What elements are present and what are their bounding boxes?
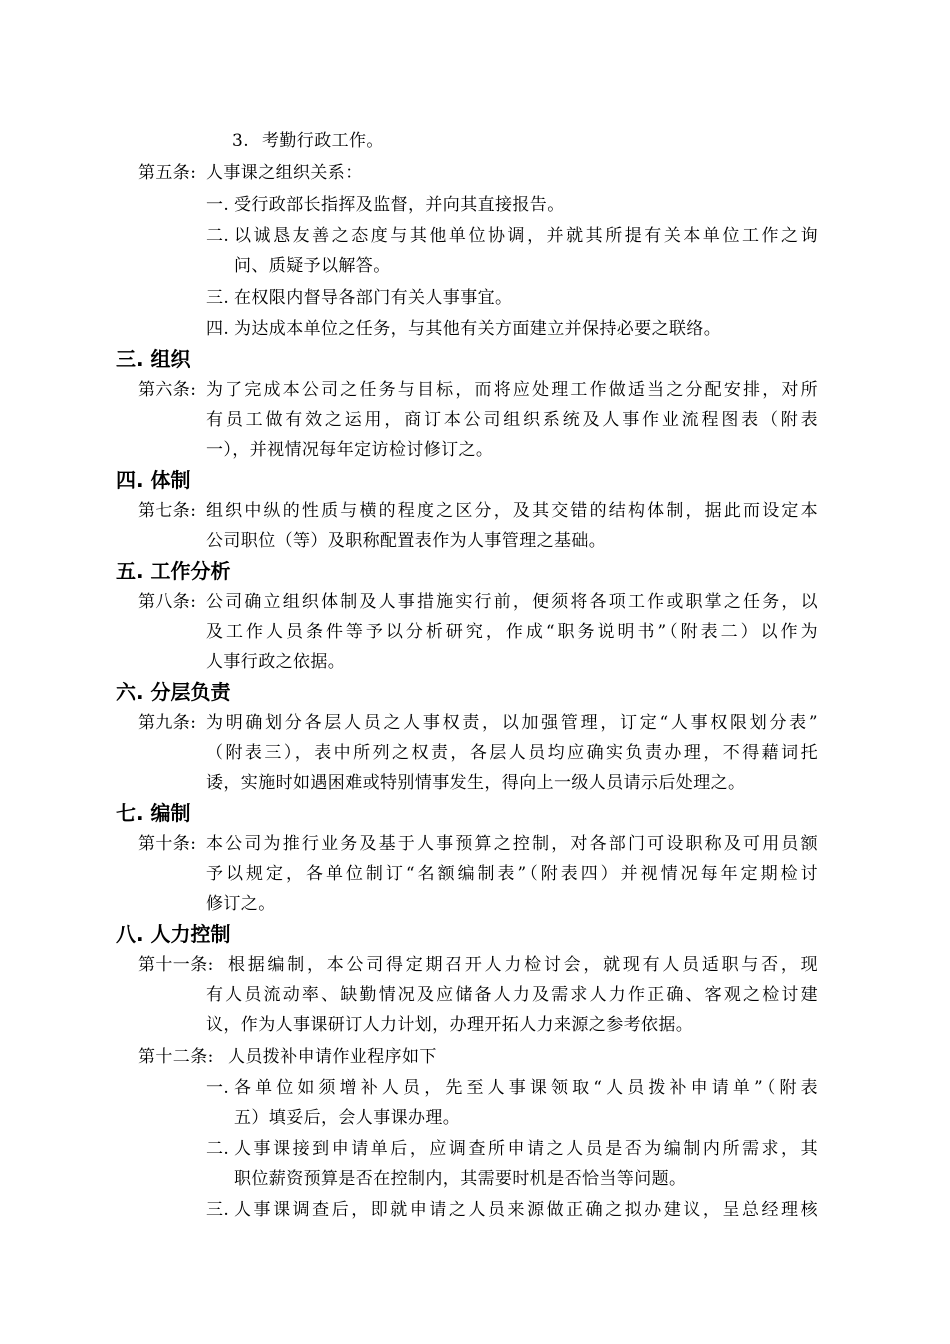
article-label: 第十二条:	[138, 1047, 214, 1067]
article-label: 第八条:	[138, 592, 197, 612]
list-item-text: 受行政部长指挥及监督，并向其直接报告。	[234, 195, 565, 215]
article-text: 为了完成本公司之任务与目标，而将应处理工作做适当之分配安排，对所	[206, 380, 818, 400]
article-text: 人事课之组织关系：	[206, 163, 363, 183]
list-item-text: 人事课接到申请单后，应调查所申请之人员是否为编制内所需求，其	[234, 1139, 818, 1159]
section-heading: 四. 体制	[116, 468, 191, 492]
list-item-text: 职位薪资预算是否在控制内，其需要时机是否恰当等问题。	[234, 1169, 687, 1189]
section-heading: 五. 工作分析	[116, 559, 231, 583]
list-item-number: 二.	[206, 1139, 230, 1159]
list-item-number: 四.	[206, 319, 230, 339]
article-text: 有员工做有效之运用，商订本公司组织系统及人事作业流程图表（附表	[206, 410, 818, 430]
article-text: 为明确划分各层人员之人事权责，以加强管理，订定“人事权限划分表”	[206, 713, 818, 733]
list-item-number: 3.	[232, 131, 250, 151]
list-item-number: 一.	[206, 1078, 230, 1098]
article-label: 第五条:	[138, 163, 197, 183]
article-label: 第九条:	[138, 713, 197, 733]
section-heading: 六. 分层负责	[116, 680, 231, 704]
list-item-number: 三.	[206, 288, 230, 308]
list-item-number: 三.	[206, 1200, 230, 1220]
article-text: 组织中纵的性质与横的程度之区分，及其交错的结构体制，据此而设定本	[206, 501, 818, 521]
article-label: 第十一条:	[138, 955, 214, 975]
article-text: 诿，实施时如遇困难或特别情事发生，得向上一级人员请示后处理之。	[206, 773, 746, 793]
article-text: （附表三），表中所列之权责，各层人员均应确实负责办理，不得藉词托	[206, 743, 818, 763]
article-text: 有人员流动率、缺勤情况及应储备人力及需求人力作正确、客观之检讨建	[206, 985, 818, 1005]
section-heading: 七. 编制	[116, 801, 191, 825]
list-item-text: 问、质疑予以解答。	[234, 256, 391, 276]
article-label: 第七条:	[138, 501, 197, 521]
article-text: 公司确立组织体制及人事措施实行前，便须将各项工作或职掌之任务，以	[206, 592, 818, 612]
list-item-text: 五）填妥后，会人事课办理。	[234, 1108, 461, 1128]
article-text: 议，作为人事课研订人力计划，办理开拓人力来源之参考依据。	[206, 1015, 694, 1035]
article-label: 第六条:	[138, 380, 197, 400]
article-text: 本公司为推行业务及基于人事预算之控制，对各部门可设职称及可用员额	[206, 834, 818, 854]
section-heading: 八. 人力控制	[116, 922, 231, 946]
article-text: 人事行政之依据。	[206, 652, 346, 672]
section-heading: 三. 组织	[116, 347, 191, 371]
article-text: 及工作人员条件等予以分析研究，作成“职务说明书”（附表二）以作为	[206, 622, 818, 642]
article-text: 一），并视情况每年定访检讨修订之。	[206, 440, 494, 460]
article-text: 根据编制，本公司得定期召开人力检讨会，就现有人员适职与否，现	[228, 955, 818, 975]
list-item-text: 各单位如须增补人员，先至人事课领取“人员拨补申请单”（附表	[234, 1078, 818, 1098]
list-item-number: 二.	[206, 226, 230, 246]
article-text: 公司职位（等）及职称配置表作为人事管理之基础。	[206, 531, 607, 551]
list-item-number: 一.	[206, 195, 230, 215]
list-item-text: 人事课调查后，即就申请之人员来源做正确之拟办建议，呈总经理核	[234, 1200, 818, 1220]
list-item-text: 为达成本单位之任务，与其他有关方面建立并保持必要之联络。	[234, 319, 722, 339]
list-item-text: 考勤行政工作。	[262, 131, 384, 151]
article-text: 人员拨补申请作业程序如下	[228, 1047, 437, 1067]
article-text: 修订之。	[206, 894, 276, 914]
list-item-text: 以诚恳友善之态度与其他单位协调，并就其所提有关本单位工作之询	[234, 226, 818, 246]
list-item-text: 在权限内督导各部门有关人事事宜。	[234, 288, 513, 308]
article-label: 第十条:	[138, 834, 197, 854]
article-text: 予以规定，各单位制订“名额编制表”（附表四）并视情况每年定期检讨	[206, 864, 818, 884]
